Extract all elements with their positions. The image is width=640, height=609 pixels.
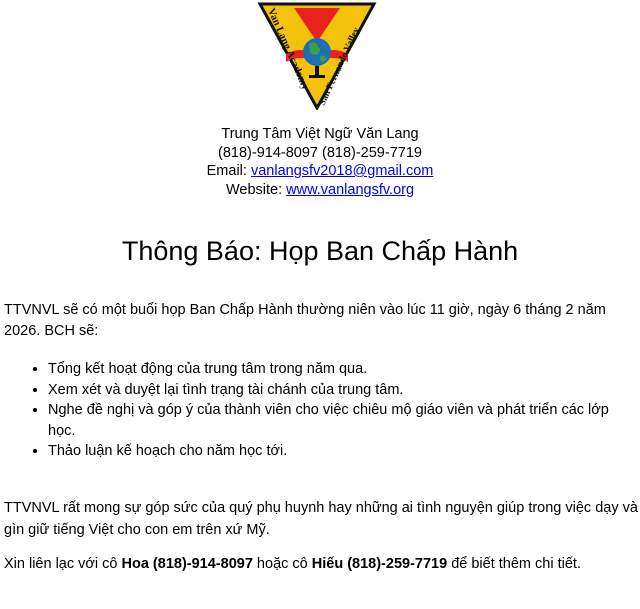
contact-person-1: Hoa (818)-914-8097: [121, 556, 253, 572]
contact-suffix: để biết thêm chi tiết.: [447, 556, 581, 572]
logo-globe-stand: [315, 66, 319, 76]
agenda-list: [0, 359, 640, 462]
contact-prefix: Xin liên lạc với cô: [4, 556, 122, 572]
agenda-item: • Nghe đề nghị và góp ý của thành viên cho việc chiêu mộ giáo viên và phát triển các lớp học.: [48, 400, 630, 441]
website-label: Website:: [225, 181, 287, 198]
website-link[interactable]: www.vanlangsfv.org: [286, 181, 415, 198]
intro-paragraph: TTVNVL sẽ có một buổi họp Ban Chấp Hành thường niên vào lúc 11 giờ, ngày 6 tháng 2 năm 2026. BCH sẽ:: [4, 302, 606, 339]
page-title: Thông Báo: Họp Ban Chấp Hành: [121, 236, 519, 266]
logo-globe-base: [309, 75, 325, 78]
contact-paragraph: [4, 553, 638, 575]
contact-block: [0, 125, 640, 199]
agenda-item: • Xem xét và duyệt lại tình trạng tài chánh của trung tâm.: [48, 380, 630, 401]
email-label: Email:: [206, 163, 251, 179]
website-line: [0, 181, 640, 200]
van-lang-academy-logo: [254, 2, 380, 110]
logo-text-left: Van Lang Academy: [265, 6, 311, 92]
contact-person-2: Hiếu (818)-259-7719: [311, 556, 448, 572]
contact-middle: hoặc cô: [252, 556, 312, 572]
agenda-item: • Tổng kết hoạt động của trung tâm trong năm qua.: [48, 359, 630, 380]
email-link[interactable]: vanlangsfv2018@gmail.com: [250, 163, 434, 179]
agenda-item: • Thảo luận kế hoạch cho năm học tới.: [48, 441, 630, 462]
phone-numbers: (818)-914-8097 (818)-259-7719: [218, 144, 422, 161]
closing-paragraph: TTVNVL rất mong sự góp sức của quý phụ huynh hay những ai tình nguyện giúp trong việc dạy và gìn giữ tiếng Việt cho con em trên xứ Mỹ.: [4, 500, 638, 538]
logo-text-right: San Fernando Valley: [317, 26, 363, 108]
email-line: [0, 162, 640, 181]
organization-name: Trung Tâm Việt Ngữ Văn Lang: [221, 126, 419, 142]
